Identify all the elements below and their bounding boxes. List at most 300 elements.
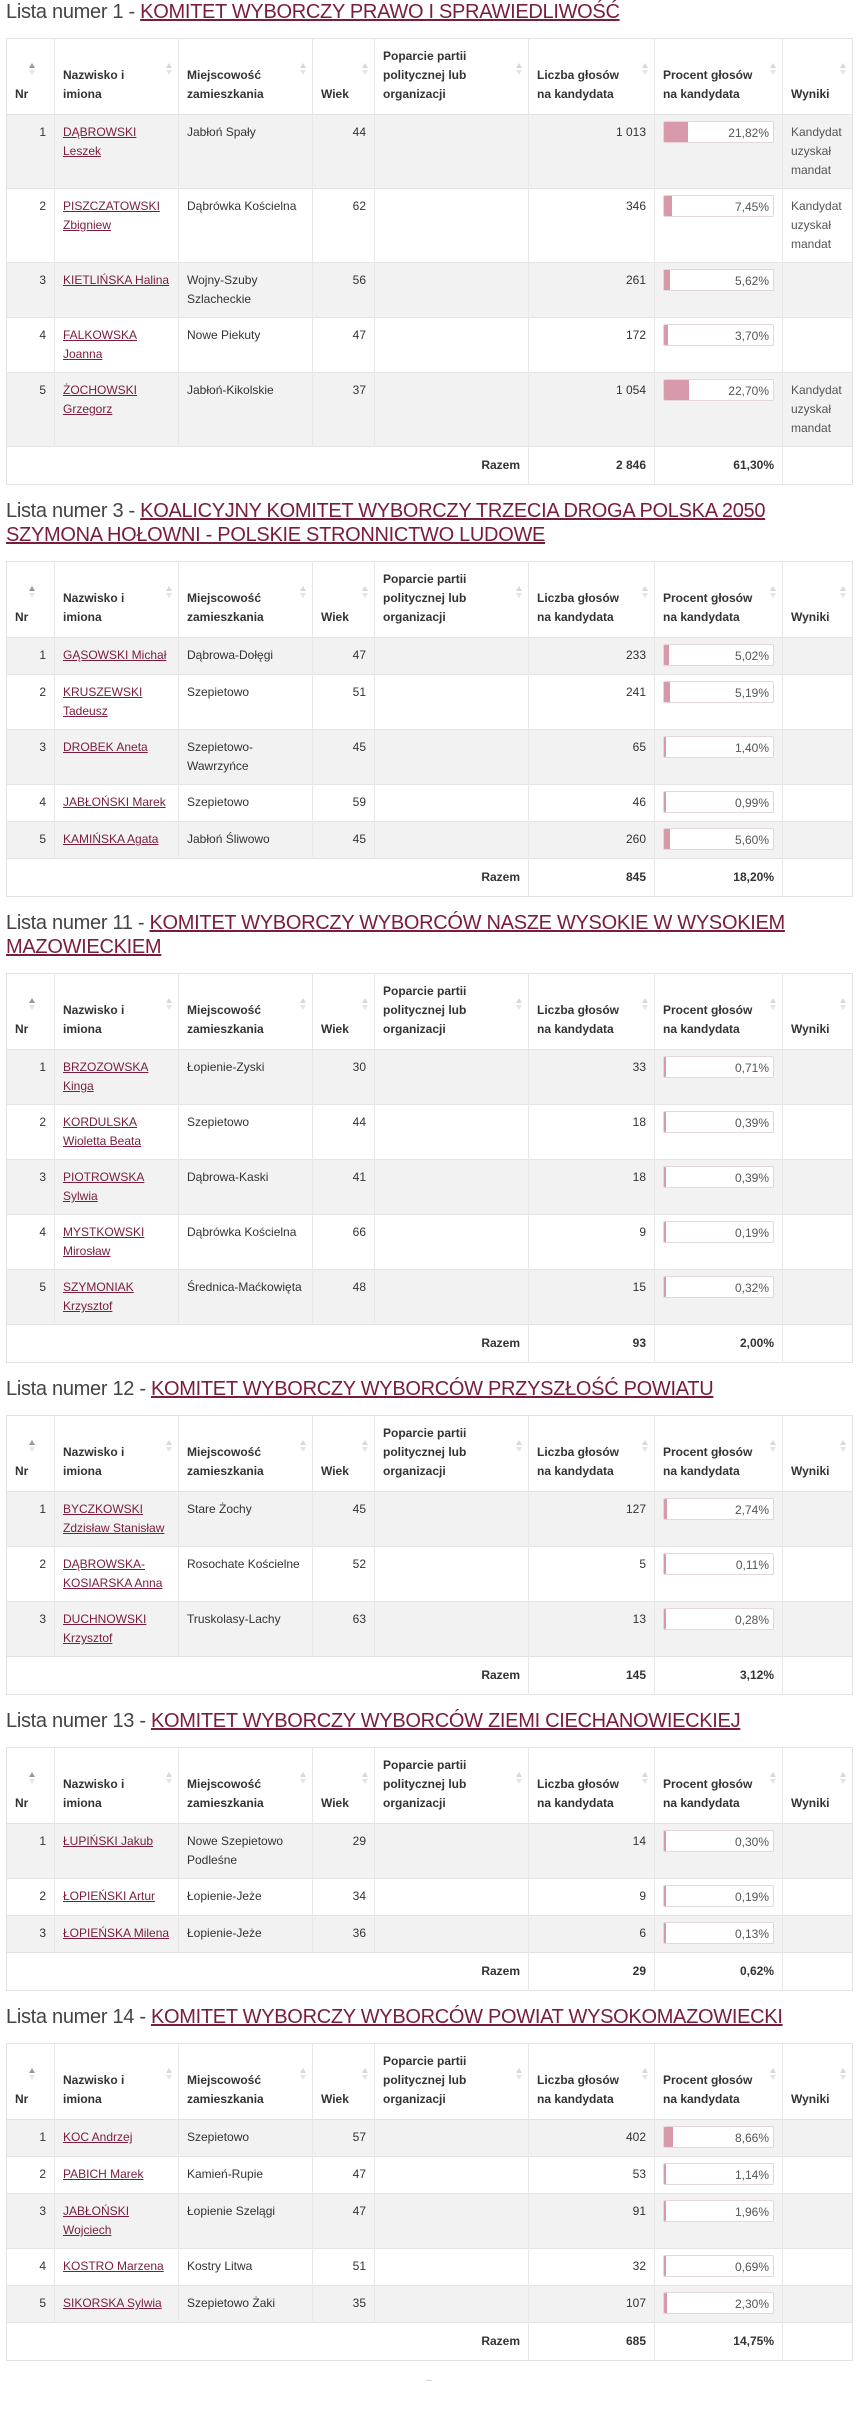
candidates-table (6, 38, 853, 485)
sort-icon[interactable] (516, 2068, 522, 2084)
header-label: Liczba głosów na kandydata (537, 2073, 620, 2106)
candidate-result (783, 1160, 853, 1215)
sort-icon[interactable] (642, 998, 648, 1014)
sort-icon[interactable] (166, 998, 172, 1014)
percent-bar (663, 269, 774, 291)
candidate-name-link[interactable]: PIOTROWSKA Sylwia (63, 1170, 145, 1203)
sort-icon[interactable] (516, 1440, 522, 1456)
column-header-age[interactable] (313, 562, 375, 638)
candidate-name-link[interactable]: GĄSOWSKI Michał (63, 648, 167, 662)
column-header-result[interactable] (783, 974, 853, 1050)
candidate-support (375, 115, 529, 189)
candidate-place: Szepietowo (179, 2120, 313, 2157)
header-label: Nr (15, 2092, 29, 2106)
list-number-prefix: Lista numer 14 - (6, 2006, 151, 2028)
column-header-name[interactable] (55, 1748, 179, 1824)
table-row (7, 638, 853, 675)
sort-icon[interactable] (29, 586, 35, 602)
candidate-name-link[interactable]: SZYMONIAK Krzysztof (63, 1280, 134, 1313)
candidate-nr: 4 (7, 1215, 55, 1270)
candidate-support (375, 1050, 529, 1105)
candidate-nr: 1 (7, 1050, 55, 1105)
candidate-name-cell (55, 1270, 179, 1325)
sort-icon[interactable] (840, 998, 846, 1014)
sort-icon[interactable] (362, 998, 368, 1014)
column-header-result[interactable] (783, 39, 853, 115)
percent-label: 0,19% (734, 1226, 769, 1240)
candidate-name-link[interactable]: MYSTKOWSKI Mirosław (63, 1225, 145, 1258)
candidate-support (375, 2286, 529, 2323)
candidate-place: Łopienie-Jeże (179, 1879, 313, 1916)
sort-icon[interactable] (840, 63, 846, 79)
committee-link[interactable]: KOMITET WYBORCZY WYBORCÓW PRZYSZŁOŚĆ POWIATU (150, 1378, 714, 1400)
candidate-percent-cell (655, 675, 783, 730)
percent-bar (663, 2255, 774, 2277)
candidate-name-link[interactable]: FALKOWSKA Joanna (63, 328, 138, 361)
percent-bar (663, 644, 774, 666)
candidate-name-link[interactable]: JABŁOŃSKI Marek (63, 795, 166, 809)
percent-bar (663, 2163, 774, 2185)
candidate-name-cell (55, 1824, 179, 1879)
candidate-name-link[interactable]: KIETLIŃSKA Halina (63, 273, 170, 287)
committee-link[interactable]: KOMITET WYBORCZY WYBORCÓW NASZE WYSOKIE W WYSOKIEM MAZOWIECKIEM (6, 912, 785, 958)
candidate-percent-cell (655, 1160, 783, 1215)
column-header-percent[interactable] (655, 562, 783, 638)
candidate-age: 47 (313, 318, 375, 373)
candidate-percent-cell (655, 1105, 783, 1160)
percent-bar (663, 1221, 774, 1243)
column-header-name[interactable] (55, 974, 179, 1050)
candidate-votes: 9 (529, 1879, 655, 1916)
percent-bar-fill (664, 380, 689, 400)
sort-icon[interactable] (840, 586, 846, 602)
candidate-place: Łopienie-Jeże (179, 1916, 313, 1953)
table-row (7, 1824, 853, 1879)
total-votes: 2 846 (529, 447, 655, 485)
candidate-support (375, 822, 529, 859)
total-percent: 3,12% (655, 1657, 783, 1695)
candidate-nr: 1 (7, 115, 55, 189)
percent-bar-fill (664, 1609, 666, 1629)
candidate-name-link[interactable]: ŁUPIŃSKI Jakub (63, 1834, 154, 1848)
column-header-nr[interactable] (7, 562, 55, 638)
candidate-support (375, 263, 529, 318)
candidate-name-link[interactable]: ŁOPIEŃSKI Artur (63, 1889, 156, 1903)
candidate-place: Stare Żochy (179, 1492, 313, 1547)
column-header-votes[interactable] (529, 1748, 655, 1824)
column-header-votes[interactable] (529, 974, 655, 1050)
percent-bar-fill (664, 645, 669, 665)
candidate-result (783, 2286, 853, 2323)
total-label: Razem (375, 1657, 529, 1695)
table-row (7, 2120, 853, 2157)
candidate-support (375, 1879, 529, 1916)
percent-bar (663, 1498, 774, 1520)
sort-icon[interactable] (300, 998, 306, 1014)
sort-icon[interactable] (770, 1772, 776, 1788)
column-header-place[interactable] (179, 39, 313, 115)
sort-icon[interactable] (166, 1440, 172, 1456)
candidate-age: 52 (313, 1547, 375, 1602)
sort-icon[interactable] (840, 1772, 846, 1788)
column-header-support[interactable] (375, 39, 529, 115)
candidate-name-link[interactable]: DROBEK Aneta (63, 740, 148, 754)
candidate-place: Szepietowo-Wawrzyńce (179, 730, 313, 785)
candidate-place: Dąbrowa-Dołęgi (179, 638, 313, 675)
candidate-votes: 241 (529, 675, 655, 730)
percent-bar (663, 1608, 774, 1630)
total-row (7, 1325, 853, 1363)
column-header-votes[interactable] (529, 2044, 655, 2120)
candidate-votes: 91 (529, 2194, 655, 2249)
percent-label: 0,30% (734, 1835, 769, 1849)
column-header-percent[interactable] (655, 974, 783, 1050)
candidate-name-link[interactable]: KORDULSKA Wioletta Beata (63, 1115, 142, 1148)
candidate-place: Rosochate Kościelne (179, 1547, 313, 1602)
percent-label: 0,19% (734, 1890, 769, 1904)
candidate-name-link[interactable]: PISZCZATOWSKI Zbigniew (63, 199, 160, 232)
candidate-nr: 1 (7, 1824, 55, 1879)
percent-bar-fill (664, 196, 672, 216)
column-header-age[interactable] (313, 2044, 375, 2120)
candidate-support (375, 2157, 529, 2194)
candidate-nr: 1 (7, 2120, 55, 2157)
candidate-nr: 3 (7, 730, 55, 785)
header-row (7, 39, 853, 115)
percent-bar-fill (664, 737, 666, 757)
candidate-name-link[interactable]: KOSTRO Marzena (63, 2259, 164, 2273)
candidate-name-link[interactable]: KRUSZEWSKI Tadeusz (63, 685, 143, 718)
header-label: Liczba głosów na kandydata (537, 591, 620, 624)
sort-icon[interactable] (166, 586, 172, 602)
percent-label: 7,45% (734, 200, 769, 214)
candidate-percent-cell (655, 2157, 783, 2194)
column-header-place[interactable] (179, 2044, 313, 2120)
sort-icon[interactable] (166, 1772, 172, 1788)
percent-label: 5,19% (734, 686, 769, 700)
column-header-support[interactable] (375, 974, 529, 1050)
header-label: Wyniki (791, 610, 830, 624)
sort-icon[interactable] (516, 1772, 522, 1788)
table-row (7, 1270, 853, 1325)
header-label: Wiek (321, 610, 349, 624)
candidate-name-link[interactable]: ŻOCHOWSKI Grzegorz (63, 383, 137, 416)
column-header-place[interactable] (179, 1416, 313, 1492)
column-header-place[interactable] (179, 974, 313, 1050)
header-label: Nazwisko i imiona (63, 2073, 125, 2106)
list-section (0, 911, 858, 1363)
header-label: Wiek (321, 1464, 349, 1478)
table-row (7, 1160, 853, 1215)
column-header-support[interactable] (375, 2044, 529, 2120)
sort-icon[interactable] (642, 2068, 648, 2084)
candidate-result (783, 2194, 853, 2249)
column-header-place[interactable] (179, 1748, 313, 1824)
column-header-percent[interactable] (655, 39, 783, 115)
header-label: Wyniki (791, 1022, 830, 1036)
header-label: Poparcie partii politycznej lub organizacji (383, 49, 467, 101)
percent-bar-fill (664, 122, 688, 142)
candidate-place: Szepietowo (179, 785, 313, 822)
candidate-name-cell (55, 1879, 179, 1916)
candidate-place: Łopienie Szelągi (179, 2194, 313, 2249)
candidate-place: Kamień-Rupie (179, 2157, 313, 2194)
header-label: Miejscowość zamieszkania (187, 1003, 264, 1036)
candidate-result (783, 2120, 853, 2157)
column-header-result[interactable] (783, 2044, 853, 2120)
sort-icon[interactable] (29, 63, 35, 79)
candidate-support (375, 373, 529, 447)
candidate-nr: 1 (7, 638, 55, 675)
column-header-nr[interactable] (7, 2044, 55, 2120)
committee-link[interactable]: KOMITET WYBORCZY WYBORCÓW ZIEMI CIECHANOWIECKIEJ (150, 1710, 741, 1732)
candidate-name-cell (55, 318, 179, 373)
candidate-name-link[interactable]: DĄBROWSKI Leszek (63, 125, 137, 158)
header-label: Nazwisko i imiona (63, 1003, 125, 1036)
candidate-support (375, 785, 529, 822)
page-footer-mark: – (426, 2375, 432, 2386)
header-label: Poparcie partii politycznej lub organizacji (383, 572, 467, 624)
sort-icon[interactable] (362, 1440, 368, 1456)
column-header-nr[interactable] (7, 1416, 55, 1492)
candidate-age: 47 (313, 638, 375, 675)
candidate-name-link[interactable]: KOC Andrzej (63, 2130, 133, 2144)
total-label: Razem (375, 859, 529, 897)
candidate-name-link[interactable]: PABICH Marek (63, 2167, 144, 2181)
candidate-place: Łopienie-Zyski (179, 1050, 313, 1105)
candidate-votes: 107 (529, 2286, 655, 2323)
column-header-age[interactable] (313, 39, 375, 115)
candidate-result (783, 2249, 853, 2286)
column-header-age[interactable] (313, 974, 375, 1050)
candidate-place: Dąbrówka Kościelna (179, 1215, 313, 1270)
column-header-result[interactable] (783, 562, 853, 638)
candidate-nr: 5 (7, 373, 55, 447)
header-label: Nr (15, 1022, 29, 1036)
sort-icon[interactable] (300, 1772, 306, 1788)
list-section (0, 499, 858, 897)
header-row (7, 2044, 853, 2120)
column-header-votes[interactable] (529, 39, 655, 115)
header-label: Wyniki (791, 1464, 830, 1478)
sort-icon[interactable] (516, 586, 522, 602)
sort-icon[interactable] (516, 63, 522, 79)
sort-icon[interactable] (300, 586, 306, 602)
candidate-name-link[interactable]: KAMIŃSKA Agata (63, 832, 159, 846)
percent-label: 2,30% (734, 2297, 769, 2311)
percent-bar (663, 828, 774, 850)
committee-link[interactable]: KOMITET WYBORCZY WYBORCÓW POWIAT WYSOKOMAZOWIECKI (150, 2006, 783, 2028)
committee-link[interactable]: KOMITET WYBORCZY PRAWO I SPRAWIEDLIWOŚĆ (140, 1, 620, 23)
percent-label: 21,82% (728, 126, 769, 140)
list-number-prefix: Lista numer 12 - (6, 1378, 151, 1400)
table-row (7, 373, 853, 447)
candidate-name-link[interactable]: BRZOZOWSKA Kinga (63, 1060, 149, 1093)
candidate-percent-cell (655, 1916, 783, 1953)
sort-icon[interactable] (362, 2068, 368, 2084)
sort-icon[interactable] (300, 63, 306, 79)
percent-label: 1,40% (734, 741, 769, 755)
candidate-votes: 65 (529, 730, 655, 785)
sort-icon[interactable] (29, 2068, 35, 2084)
candidate-place: Jabłoń Spały (179, 115, 313, 189)
candidate-name-link[interactable]: DĄBROWSKA-KOSIARSKA Anna (63, 1557, 163, 1590)
sort-icon[interactable] (770, 2068, 776, 2084)
column-header-result[interactable] (783, 1748, 853, 1824)
percent-bar (663, 791, 774, 813)
sort-icon[interactable] (362, 586, 368, 602)
candidate-result (783, 1105, 853, 1160)
column-header-support[interactable] (375, 1748, 529, 1824)
list-title (6, 911, 852, 973)
table-row (7, 263, 853, 318)
column-header-name[interactable] (55, 1416, 179, 1492)
sort-icon[interactable] (770, 63, 776, 79)
candidate-votes: 1 013 (529, 115, 655, 189)
candidate-place: Nowe Piekuty (179, 318, 313, 373)
column-header-percent[interactable] (655, 1416, 783, 1492)
sort-icon[interactable] (642, 586, 648, 602)
column-header-name[interactable] (55, 2044, 179, 2120)
sort-icon[interactable] (362, 63, 368, 79)
percent-bar-fill (664, 1831, 666, 1851)
sort-icon[interactable] (29, 1440, 35, 1456)
column-header-name[interactable] (55, 562, 179, 638)
sort-icon[interactable] (840, 2068, 846, 2084)
total-label: Razem (375, 447, 529, 485)
total-percent: 14,75% (655, 2323, 783, 2361)
sort-icon[interactable] (840, 1440, 846, 1456)
column-header-percent[interactable] (655, 2044, 783, 2120)
sort-icon[interactable] (642, 1440, 648, 1456)
header-row (7, 974, 853, 1050)
candidate-nr: 4 (7, 318, 55, 373)
candidate-votes: 15 (529, 1270, 655, 1325)
column-header-votes[interactable] (529, 562, 655, 638)
sort-icon[interactable] (29, 1772, 35, 1788)
candidate-percent-cell (655, 373, 783, 447)
candidate-support (375, 318, 529, 373)
total-percent: 2,00% (655, 1325, 783, 1363)
candidate-name-cell (55, 1105, 179, 1160)
percent-bar (663, 121, 774, 143)
percent-bar-fill (664, 792, 666, 812)
candidate-name-link[interactable]: SIKORSKA Sylwia (63, 2296, 162, 2310)
sort-icon[interactable] (29, 998, 35, 1014)
column-header-support[interactable] (375, 562, 529, 638)
candidate-name-cell (55, 2249, 179, 2286)
sort-icon[interactable] (770, 1440, 776, 1456)
percent-bar-fill (664, 2293, 667, 2313)
candidate-result (783, 2157, 853, 2194)
percent-bar-fill (664, 2164, 666, 2184)
header-label: Nr (15, 1796, 29, 1810)
percent-bar-fill (664, 829, 670, 849)
percent-bar (663, 681, 774, 703)
candidate-age: 37 (313, 373, 375, 447)
candidate-name-link[interactable]: BYCZKOWSKI Zdzisław Stanisław (63, 1502, 165, 1535)
candidate-votes: 32 (529, 2249, 655, 2286)
candidate-nr: 4 (7, 785, 55, 822)
sort-icon[interactable] (770, 998, 776, 1014)
header-label: Wyniki (791, 87, 830, 101)
sort-icon[interactable] (770, 586, 776, 602)
candidate-name-cell (55, 263, 179, 318)
header-label: Poparcie partii politycznej lub organizacji (383, 1758, 467, 1810)
column-header-votes[interactable] (529, 1416, 655, 1492)
candidate-percent-cell (655, 638, 783, 675)
candidate-place: Kostry Litwa (179, 2249, 313, 2286)
percent-bar-fill (664, 1057, 666, 1077)
candidate-age: 29 (313, 1824, 375, 1879)
candidate-votes: 14 (529, 1824, 655, 1879)
column-header-result[interactable] (783, 1416, 853, 1492)
candidate-name-cell (55, 785, 179, 822)
candidate-percent-cell (655, 1602, 783, 1657)
column-header-age[interactable] (313, 1748, 375, 1824)
candidate-percent-cell (655, 785, 783, 822)
table-row (7, 115, 853, 189)
candidate-name-link[interactable]: ŁOPIEŃSKA Milena (63, 1926, 170, 1940)
column-header-nr[interactable] (7, 39, 55, 115)
candidate-place: Nowe Szepietowo Podleśne (179, 1824, 313, 1879)
list-section (0, 1377, 858, 1695)
sort-icon[interactable] (300, 1440, 306, 1456)
candidate-name-link[interactable]: JABŁOŃSKI Wojciech (63, 2204, 130, 2237)
total-votes: 845 (529, 859, 655, 897)
candidate-percent-cell (655, 1492, 783, 1547)
sort-icon[interactable] (642, 63, 648, 79)
percent-label: 5,02% (734, 649, 769, 663)
column-header-nr[interactable] (7, 1748, 55, 1824)
candidate-name-cell (55, 730, 179, 785)
percent-bar (663, 379, 774, 401)
header-label: Wiek (321, 87, 349, 101)
table-row (7, 189, 853, 263)
sort-icon[interactable] (362, 1772, 368, 1788)
sort-icon[interactable] (642, 1772, 648, 1788)
column-header-nr[interactable] (7, 974, 55, 1050)
committee-link[interactable]: KOALICYJNY KOMITET WYBORCZY TRZECIA DROGA POLSKA 2050 SZYMONA HOŁOWNI - POLSKIE STRONNICTWO LUDOWE (6, 500, 766, 546)
column-header-percent[interactable] (655, 1748, 783, 1824)
total-percent: 0,62% (655, 1953, 783, 1991)
candidate-nr: 5 (7, 822, 55, 859)
header-label: Wiek (321, 1022, 349, 1036)
candidate-name-link[interactable]: DUCHNOWSKI Krzysztof (63, 1612, 147, 1645)
sort-icon[interactable] (166, 63, 172, 79)
header-row (7, 1748, 853, 1824)
header-label: Miejscowość zamieszkania (187, 591, 264, 624)
candidate-place: Dąbrówka Kościelna (179, 189, 313, 263)
column-header-name[interactable] (55, 39, 179, 115)
percent-label: 5,62% (734, 274, 769, 288)
column-header-support[interactable] (375, 1416, 529, 1492)
candidate-votes: 346 (529, 189, 655, 263)
candidate-percent-cell (655, 318, 783, 373)
sort-icon[interactable] (516, 998, 522, 1014)
sort-icon[interactable] (166, 2068, 172, 2084)
candidates-table (6, 2043, 853, 2361)
total-votes: 145 (529, 1657, 655, 1695)
total-row (7, 1953, 853, 1991)
column-header-place[interactable] (179, 562, 313, 638)
table-row (7, 785, 853, 822)
header-label: Wyniki (791, 1796, 830, 1810)
candidate-result (783, 1492, 853, 1547)
sort-icon[interactable] (300, 2068, 306, 2084)
column-header-age[interactable] (313, 1416, 375, 1492)
candidate-age: 45 (313, 730, 375, 785)
